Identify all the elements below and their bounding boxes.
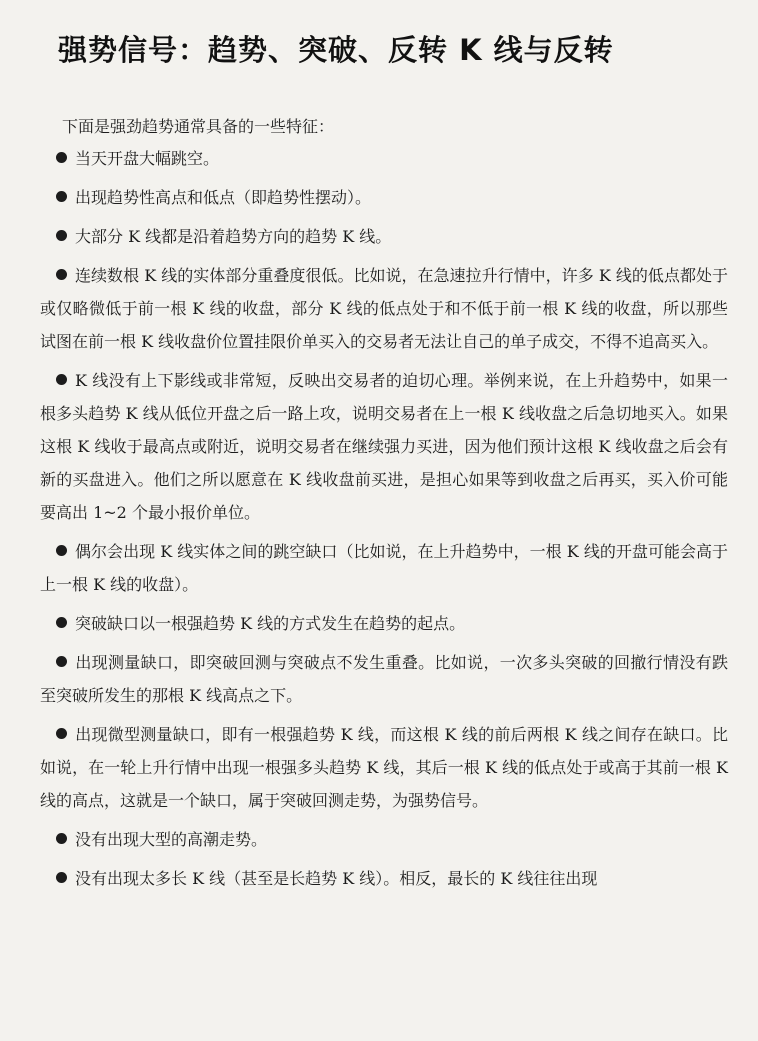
list-item-text: 大部分 K 线都是沿着趋势方向的趋势 K 线。 (75, 227, 392, 246)
bullet-icon (56, 545, 67, 556)
list-item-text: 当天开盘大幅跳空。 (75, 149, 220, 168)
list-item-text: 连续数根 K 线的实体部分重叠度很低。比如说，在急速拉升行情中，许多 K 线的低点都处于或仅略微低于前一根 K 线的收盘，部分 K 线的低点处于和不低于前一根 K 线的收盘，所以那些试图在前一根 K 线收盘价位置挂限价单买入的交易者无法让自己的单子成交，不得不追高买入。 (40, 266, 728, 351)
list-item (40, 259, 728, 358)
list-item-text: 突破缺口以一根强趋势 K 线的方式发生在趋势的起点。 (75, 614, 466, 633)
list-item-text: 没有出现太多长 K 线（甚至是长趋势 K 线）。相反，最长的 K 线往往出现 (75, 869, 598, 888)
list-item (40, 220, 728, 253)
bullet-icon (56, 269, 67, 280)
list-item (40, 142, 728, 175)
bullet-icon (56, 230, 67, 241)
list-item (40, 718, 728, 817)
bullet-icon (56, 656, 67, 667)
list-item-text: 出现微型测量缺口，即有一根强趋势 K 线，而这根 K 线的前后两根 K 线之间存在缺口。比如说，在一轮上升行情中出现一根强多头趋势 K 线，其后一根 K 线的低点处于或高于其前一根 K 线的高点，这就是一个缺口，属于突破回测走势，为强势信号。 (40, 725, 728, 810)
bullet-icon (56, 617, 67, 628)
list-item (40, 181, 728, 214)
list-item (40, 535, 728, 601)
bullet-icon (56, 872, 67, 883)
list-item (40, 646, 728, 712)
list-item-text: K 线没有上下影线或非常短，反映出交易者的迫切心理。举例来说，在上升趋势中，如果一根多头趋势 K 线从低位开盘之后一路上攻，说明交易者在上一根 K 线收盘之后急切地买入。如果这根 K 线收于最高点或附近，说明交易者在继续强力买进，因为他们预计这根 K 线收盘之后会有新的买盘进入。他们之所以愿意在 K 线收盘前买进，是担心如果等到收盘之后再买，买入价可能要高出 1~2 个最小报价单位。 (40, 371, 728, 522)
list-item (40, 364, 728, 529)
intro-paragraph: 下面是强劲趋势通常具备的一些特征： (62, 117, 335, 136)
bullet-icon (56, 374, 67, 385)
bullet-icon (56, 191, 67, 202)
bullet-icon (56, 728, 67, 739)
bullet-icon (56, 833, 67, 844)
list-item-text: 偶尔会出现 K 线实体之间的跳空缺口（比如说，在上升趋势中，一根 K 线的开盘可能会高于上一根 K 线的收盘）。 (40, 542, 728, 594)
list-item-text: 出现测量缺口，即突破回测与突破点不发生重叠。比如说，一次多头突破的回撤行情没有跌至突破所发生的那根 K 线高点之下。 (40, 653, 728, 705)
feature-list (40, 142, 728, 895)
list-item (40, 823, 728, 856)
list-item (40, 862, 728, 895)
list-item-text: 没有出现大型的高潮走势。 (75, 830, 268, 849)
page-title: 强势信号：趋势、突破、反转 K 线与反转 (58, 33, 614, 67)
list-item-text: 出现趋势性高点和低点（即趋势性摆动）。 (75, 188, 372, 207)
bullet-icon (56, 152, 67, 163)
list-item (40, 607, 728, 640)
